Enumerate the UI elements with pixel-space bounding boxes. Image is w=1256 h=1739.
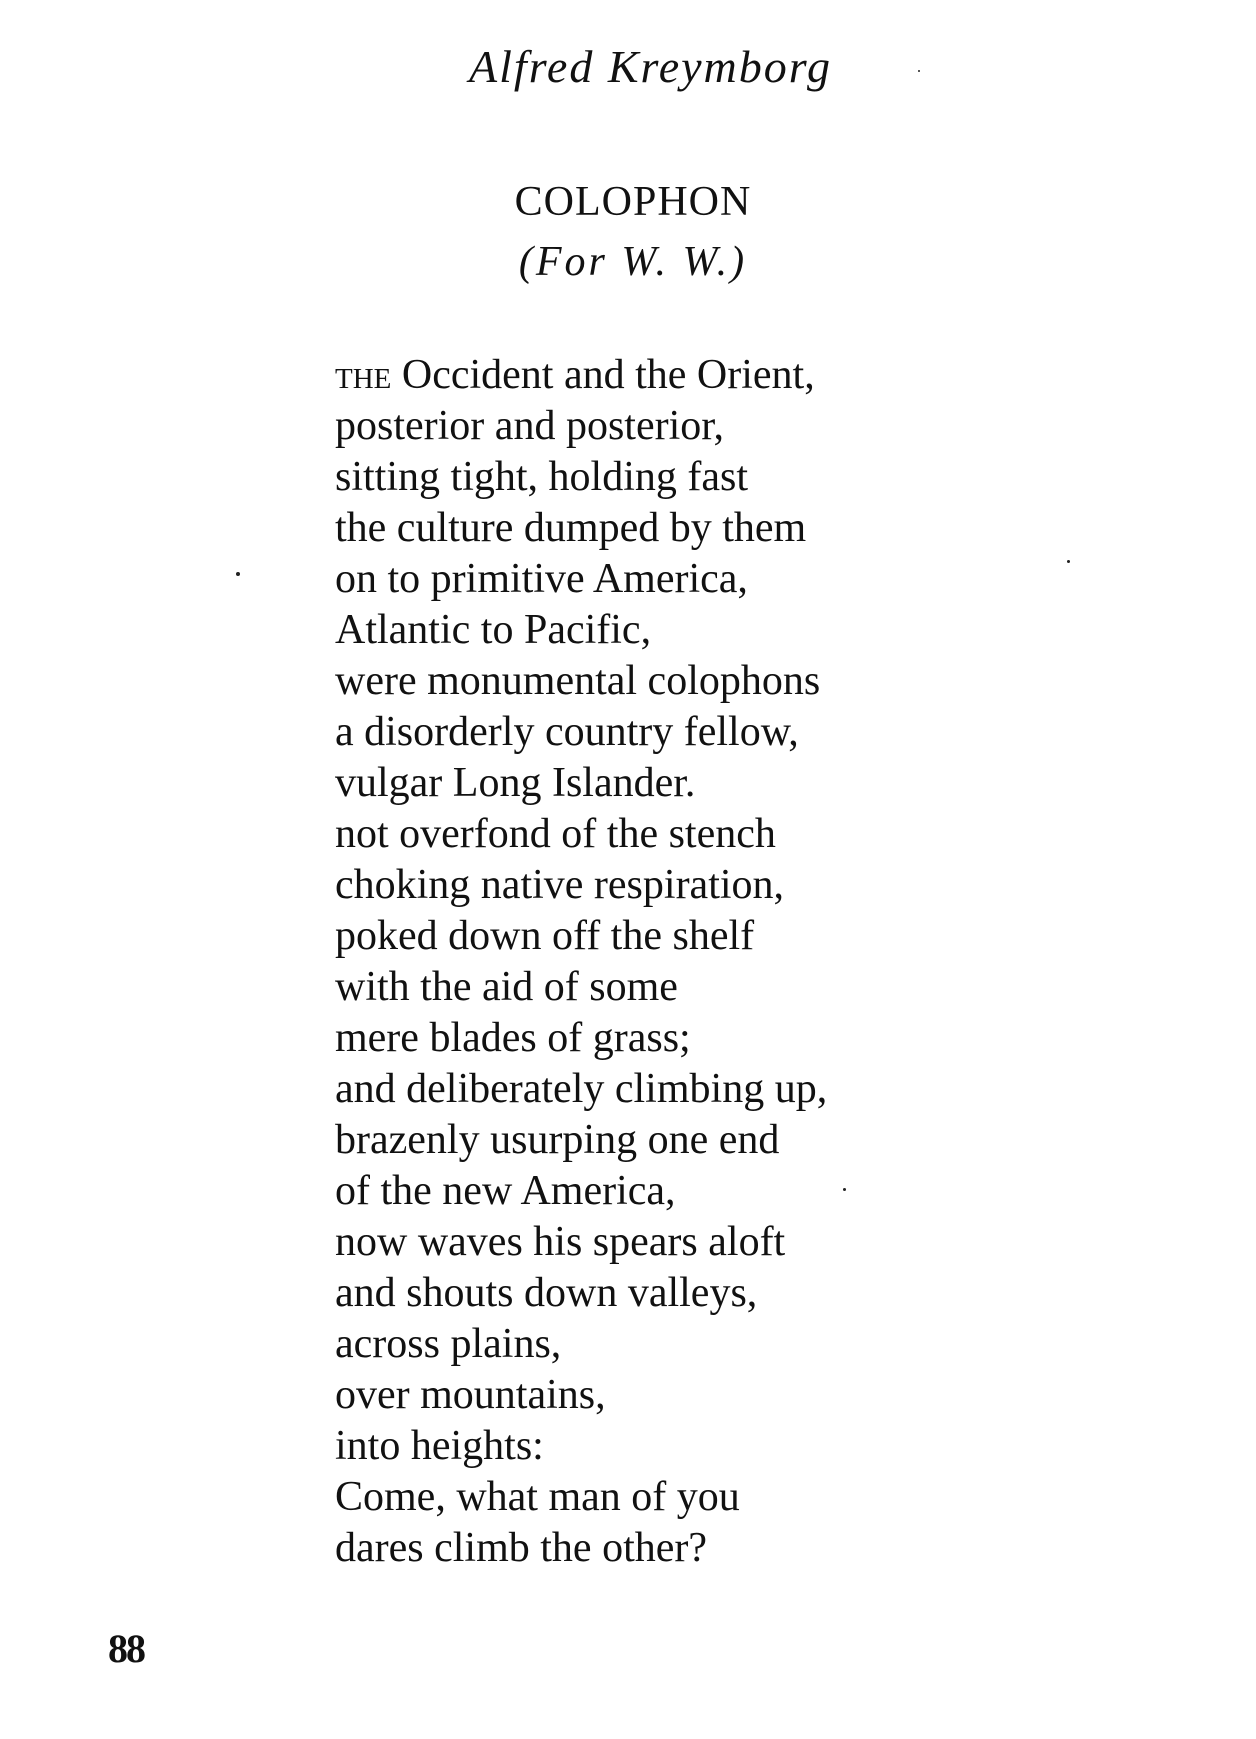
first-line-text: Occident and the Orient, [391,352,815,398]
poem-line-1 [335,350,1215,401]
running-head-author: Alfred Kreymborg [469,41,832,92]
poem-line: into heights: [335,1423,544,1469]
poem-line: mere blades of grass; [335,1015,691,1061]
poem-line: over mountains, [335,1372,606,1418]
poem-line: a disorderly country fellow, [335,709,799,755]
print-speck [843,1188,846,1191]
poem-line: of the new America, [335,1168,676,1214]
poem-line: dares climb the other? [335,1525,708,1571]
first-word-small-caps: the [335,352,392,398]
poem-line: and deliberately climbing up, [335,1066,828,1112]
poem-line: across plains, [335,1321,562,1367]
poem-line: not overfond of the stench [335,811,776,857]
poem-line: brazenly usurping one end [335,1117,780,1163]
print-speck [1067,560,1070,563]
poem-line: poked down off the shelf [335,913,755,959]
poem-line: with the aid of some [335,964,678,1010]
poem-line: were monumental colophons [335,658,821,704]
poem-title: COLOPHON [514,179,752,225]
poem-line: and shouts down valleys, [335,1270,758,1316]
poem-line: vulgar Long Islander. [335,760,696,806]
page-number: 88 [108,1626,144,1671]
poem-dedication: (For W. W.) [518,239,748,285]
poem-body [335,350,1215,1574]
poem-line: sitting tight, holding fast [335,454,749,500]
poem-line: on to primitive America, [335,556,748,602]
poem-line: posterior and posterior, [335,403,725,449]
print-speck [918,70,920,72]
poem-line: Atlantic to Pacific, [335,607,652,653]
poem-line: now waves his spears aloft [335,1219,786,1265]
poem-line: choking native respiration, [335,862,785,908]
poem-line: Come, what man of you [335,1474,740,1520]
poem-line: the culture dumped by them [335,505,807,551]
print-speck [236,572,240,576]
